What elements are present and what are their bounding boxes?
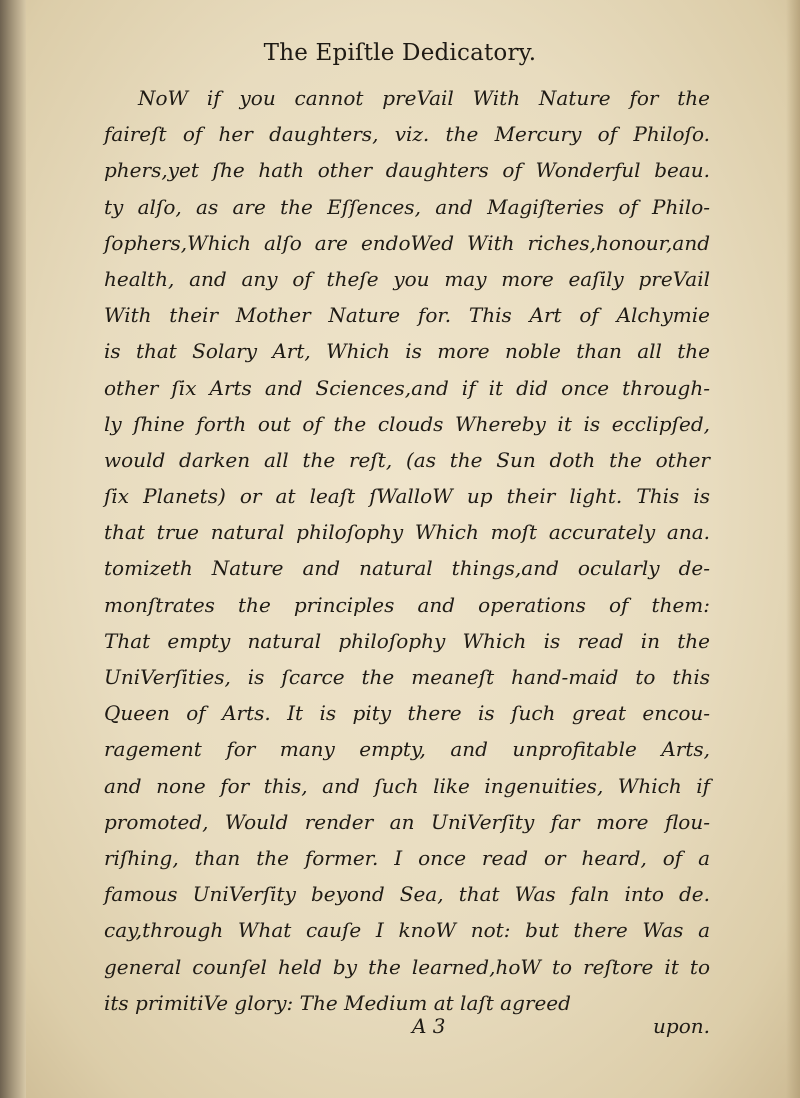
book-gutter (0, 0, 26, 1098)
text-line: health, and any of theſe you may more eaſily preVail (104, 266, 710, 291)
text-line: UniVerſities, is ſcarce the meaneſt hand-maid to this (104, 665, 710, 689)
text-line: With their Mother Nature for. This Art of Alchymie (104, 303, 710, 328)
text-line: ſix Planets) or at leaſt ſWalloW up their light. This is (104, 484, 710, 509)
text-line: ſophers,Which alſo are endoWed With riches,honour,and (104, 230, 710, 255)
text-line: and none for this, and ſuch like ingenuities, Which if (104, 773, 710, 798)
page-edge (786, 0, 800, 1098)
text-line: that true natural philoſophy Which moſt accurately ana. (104, 520, 710, 545)
text-line: ty alſo, as are the Eſſences, and Magiſteries of Philo- (104, 194, 710, 219)
text-line: its primitiVe glory: The Medium at laſt agreed (104, 990, 571, 1015)
text-line: faireſt of her daughters, viz. the Mercury of Philoſo. (104, 122, 710, 147)
text-line: Queen of Arts. It is pity there is ſuch great encou- (104, 701, 710, 726)
text-line: monſtrates the principles and operations of them: (104, 592, 710, 617)
page-footer (104, 1014, 710, 1044)
text-line: promoted, Would render an UniVerſity far more flou- (104, 809, 710, 834)
catchword: upon. (653, 1014, 710, 1038)
text-line: would darken all the reſt, (as the Sun doth the other (104, 447, 710, 472)
signature-mark: A 3 (412, 1014, 446, 1038)
text-line: phers,yet ſhe hath other daughters of Wonderful beau. (104, 158, 710, 183)
body-text (104, 80, 710, 1021)
text-line: NoW if you cannot preVail With Nature for the (138, 86, 710, 110)
text-line: tomizeth Nature and natural things,and ocularly de- (104, 556, 710, 581)
text-line: is that Solary Art, Which is more noble than all the (104, 339, 710, 364)
text-line: ly ſhine forth out of the clouds Whereby it is ecclipſed, (104, 411, 710, 436)
text-line: famous UniVerſity beyond Sea, that Was faln into de. (104, 882, 710, 907)
text-line: general counſel held by the learned,hoW to reſtore it to (104, 954, 710, 979)
running-header: The Epiſtle Dedicatory. (263, 40, 537, 66)
text-line: That empty natural philoſophy Which is read in the (104, 628, 710, 653)
text-line: riſhing, than the former. I once read or heard, of a (104, 845, 710, 870)
text-line: ragement for many empty, and unprofitable Arts, (104, 737, 710, 762)
text-line: other ſix Arts and Sciences,and if it did once through- (104, 375, 710, 400)
text-line: cay,through What cauſe I knoW not: but there Was a (104, 918, 710, 943)
